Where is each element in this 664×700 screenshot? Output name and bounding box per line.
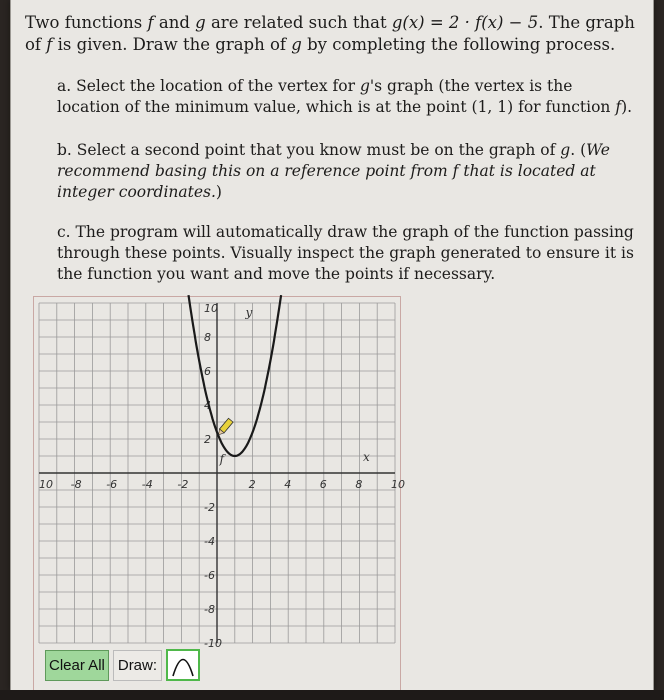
y-tick-label: 2 [204,433,211,446]
parabola-icon [168,651,198,679]
step-a: a. Select the location of the vertex for g's graph (the vertex is the location of the minimum value, which is at the point (1, 1) for function f). [57,77,633,116]
x-axis-label: x [362,450,370,465]
y-tick-label: -4 [204,535,215,548]
x-tick-label: 10 [39,478,53,491]
x-tick-label: -8 [70,478,82,491]
graph-area [33,296,405,692]
y-tick-label: 8 [204,331,211,344]
x-tick-label: 6 [319,478,327,491]
pencil-cursor-icon [216,418,233,436]
coordinate-grid[interactable] [39,302,405,650]
graph-toolbar [45,647,200,683]
problem-intro: Two functions f and g are related such that g(x) = 2 · f(x) − 5. The graph of f is given. Draw the graph of g by completing the following process. [25,13,635,54]
x-tick-label: -6 [106,478,118,491]
x-tick-label: 2 [248,478,256,491]
y-tick-label: -2 [204,501,215,514]
x-tick-label: 4 [284,478,292,491]
x-tick-label: -4 [141,478,153,491]
relation-formula: g(x) = 2 · f(x) − 5 [391,13,539,32]
clear-all-button[interactable]: Clear All [45,650,109,681]
x-tick-label: 10 [391,478,405,491]
parabola-tool-button[interactable] [166,649,200,681]
problem-panel [10,0,654,690]
step-c: c. The program will automatically draw the graph of the function passing through these points. Visually inspect the graph generated to ensure it is the function you want and move the points if necessary. [57,223,634,283]
y-tick-label: 6 [204,365,211,378]
y-axis-label: y [245,305,253,320]
step-b: b. Select a second point that you know must be on the graph of g. (We recommend basing this on a reference point from f that is located at integer coordinates.) [57,141,610,201]
y-tick-label: 10 [204,302,218,315]
y-tick-label: 4 [204,399,211,412]
screen-bezel [0,690,664,700]
y-tick-label: -8 [204,603,215,616]
x-tick-label: 8 [355,478,363,491]
y-tick-label: -10 [204,637,222,650]
y-tick-label: -6 [204,569,215,582]
f-curve-label: f [219,451,225,466]
draw-label: Draw: [113,650,162,681]
x-tick-label: -2 [177,478,189,491]
